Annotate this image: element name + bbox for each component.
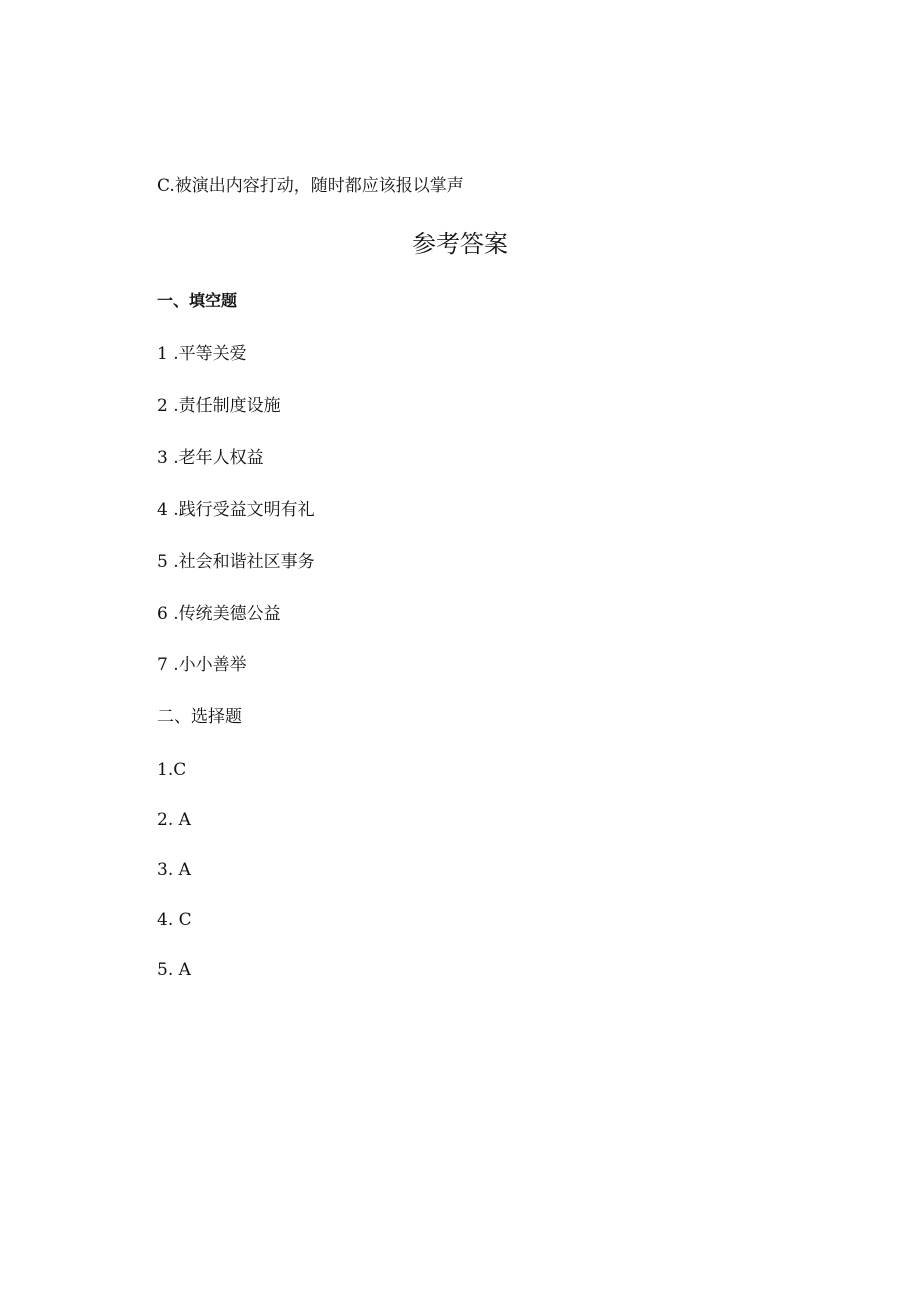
fill-blank-answer-7: 7 .小小善举 (157, 655, 247, 675)
fill-blank-answer-3: 3 .老年人权益 (157, 448, 264, 468)
page-title: 参考答案 (412, 230, 508, 258)
fill-blank-answer-1: 1 .平等关爱 (157, 344, 247, 364)
choice-answer-3: 3. A (157, 860, 191, 880)
choice-answer-1: 1.C (157, 760, 187, 780)
section-heading-fill-blank: 一、填空题 (157, 291, 238, 310)
fill-blank-answer-5: 5 .社会和谐社区事务 (157, 552, 315, 572)
choice-answer-5: 5. A (157, 960, 191, 980)
fill-blank-answer-6: 6 .传统美德公益 (157, 604, 281, 624)
fill-blank-answer-2: 2 .责任制度设施 (157, 396, 281, 416)
previous-question-option: C.被演出内容打动，随时都应该报以掌声 (157, 176, 464, 196)
choice-answer-4: 4. C (157, 910, 192, 930)
fill-blank-answer-4: 4 .践行受益文明有礼 (157, 500, 315, 520)
choice-answer-2: 2. A (157, 810, 191, 830)
section-heading-multiple-choice: 二、选择题 (157, 707, 242, 727)
